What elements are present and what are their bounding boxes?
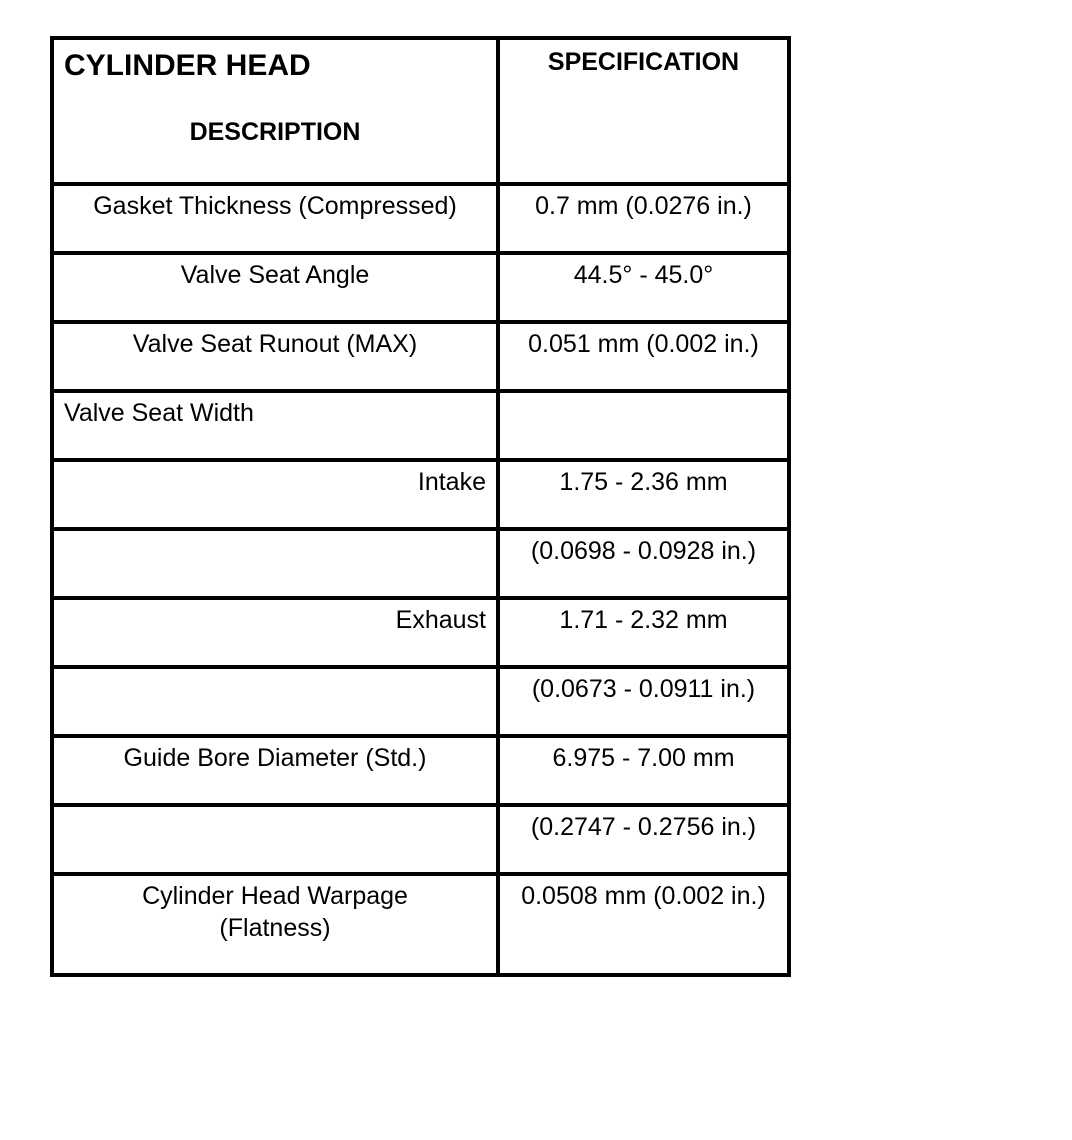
table-row xyxy=(52,253,789,322)
row-description: Valve Seat Width xyxy=(64,399,254,427)
specification-column-header: SPECIFICATION xyxy=(547,48,740,76)
row-description: Valve Seat Angle xyxy=(180,261,370,289)
row-description xyxy=(54,807,496,811)
table-row xyxy=(52,736,789,805)
row-description: Exhaust xyxy=(395,606,486,634)
row-specification: (0.0673 - 0.0911 in.) xyxy=(531,675,756,703)
table-row xyxy=(52,667,789,736)
table-row xyxy=(52,184,789,253)
table-title: CYLINDER HEAD xyxy=(64,49,311,82)
row-specification: 0.7 mm (0.0276 in.) xyxy=(535,192,752,220)
row-specification: 6.975 - 7.00 mm xyxy=(552,744,735,772)
table-row xyxy=(52,460,789,529)
row-description: Intake xyxy=(417,468,486,496)
row-specification: 1.75 - 2.36 mm xyxy=(559,468,728,496)
description-column-header: DESCRIPTION xyxy=(189,118,361,146)
row-specification: (0.2747 - 0.2756 in.) xyxy=(530,813,757,841)
row-specification: 44.5° - 45.0° xyxy=(573,261,714,289)
table-row xyxy=(52,529,789,598)
row-description: Cylinder Head Warpage (Flatness) xyxy=(142,882,408,942)
row-specification: 1.71 - 2.32 mm xyxy=(559,606,728,634)
table-row xyxy=(52,805,789,874)
row-specification: (0.0698 - 0.0928 in.) xyxy=(530,537,757,565)
table-row xyxy=(52,322,789,391)
table-row xyxy=(52,391,789,460)
table-row xyxy=(52,874,789,975)
header-description-cell xyxy=(52,38,498,184)
table-header-row xyxy=(52,38,789,184)
row-description xyxy=(54,531,496,535)
cylinder-head-spec-table xyxy=(50,36,791,977)
row-description xyxy=(54,669,496,673)
row-specification: 0.051 mm (0.002 in.) xyxy=(528,330,759,358)
row-description: Gasket Thickness (Compressed) xyxy=(93,192,457,220)
header-specification-cell xyxy=(498,38,789,184)
row-specification: 0.0508 mm (0.002 in.) xyxy=(521,882,766,910)
row-description: Valve Seat Runout (MAX) xyxy=(132,330,418,358)
row-specification xyxy=(500,393,787,397)
table-row xyxy=(52,598,789,667)
row-description: Guide Bore Diameter (Std.) xyxy=(123,744,427,772)
